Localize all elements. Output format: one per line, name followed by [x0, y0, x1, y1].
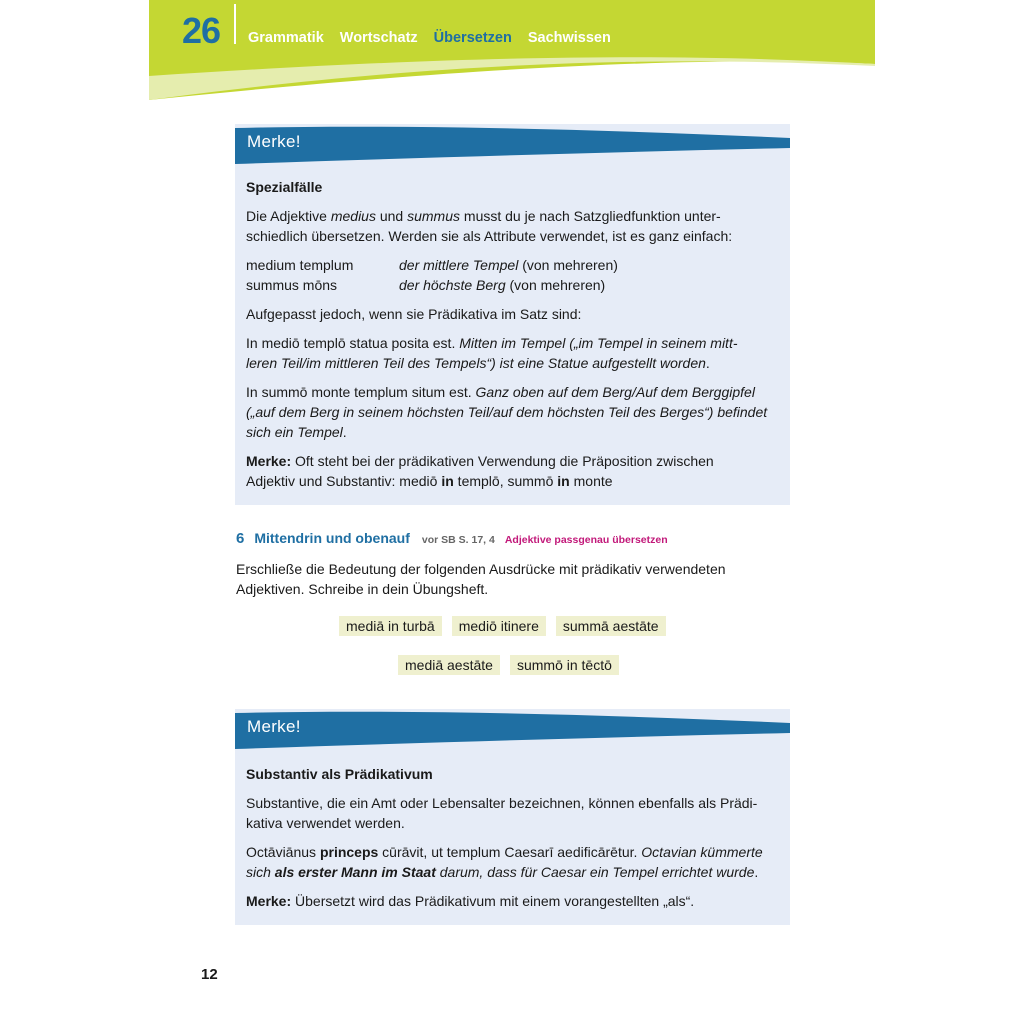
merke-intro: Die Adjektive medius und summus musst du je nach Satzgliedfunktion unter- schiedlich übersetzen. Werden sie als Attribute verwendet, ist es ganz einfach: [246, 208, 733, 244]
merke-body [246, 177, 780, 500]
latin-phrase: medium templum [246, 257, 354, 273]
nav-grammatik[interactable]: Grammatik [248, 30, 324, 46]
nav-sachwissen[interactable]: Sachwissen [527, 30, 611, 46]
merke-title: Merke! [247, 132, 301, 151]
chip-row [339, 616, 666, 636]
exercise-goal: Adjektive passgenau übersetzen [504, 534, 668, 546]
latin-phrase: summus mōns [246, 277, 338, 293]
exercise-title: Mittendrin und obenauf [254, 530, 410, 546]
merke-title-bar [235, 709, 790, 749]
merke-note: Merke: Übersetzt wird das Prädikativum mit einem vorangestellten „als“. [246, 893, 695, 909]
merke-note: Merke: Oft steht bei der prädikativen Verwendung die Präposition zwischen Adjektiv und Substantiv: mediō in templō, summō in monte [246, 453, 714, 489]
merke-title: Merke! [247, 717, 301, 736]
nav-wortschatz[interactable]: Wortschatz [339, 30, 418, 46]
merke-box-substantiv [235, 709, 790, 925]
warning-text: Aufgepasst jedoch, wenn sie Prädikativa im Satz sind: [246, 306, 582, 322]
merke-body [246, 764, 780, 920]
unit-number: 26 [182, 10, 221, 51]
header-band [149, 0, 875, 102]
german-translation: der mittlere Tempel (von mehreren) [399, 257, 618, 273]
expression-chip: mediā aestāte [398, 655, 500, 675]
example-sentence: In summō monte templum situm est. Ganz oben auf dem Berg/Auf dem Berggipfel („auf dem Berg in seinem höchsten Teil/auf dem höchsten Teil des Berges“) befindet sich ein Tempel. [246, 384, 768, 440]
merke-heading: Substantiv als Prädikativum [246, 766, 433, 782]
exercise-instruction: Erschließe die Bedeutung der folgenden Ausdrücke mit prädikativ verwendeten Adjektiven. Schreibe in dein Übungsheft. [236, 561, 726, 597]
exercise-reference: vor SB S. 17, 4 [421, 534, 495, 546]
merke-title-shape [235, 709, 790, 749]
expression-chip: mediō itinere [452, 616, 546, 636]
example-pair [246, 275, 780, 295]
merke-text: Substantive, die ein Amt oder Lebensalter bezeichnen, können ebenfalls als Prädi- kativa verwendet werden. [246, 795, 758, 831]
section-nav [248, 30, 611, 46]
nav-uebersetzen[interactable]: Übersetzen [433, 30, 512, 46]
merke-heading: Spezialfälle [246, 179, 323, 195]
page-number: 12 [201, 966, 218, 983]
header-band-shape [149, 0, 875, 102]
merke-box-spezialfaelle [235, 124, 790, 505]
example-pair [246, 255, 780, 275]
exercise-header [236, 530, 668, 547]
merke-title-shape [235, 124, 790, 164]
german-translation: der höchste Berg (von mehreren) [399, 277, 606, 293]
chip-row [398, 655, 619, 675]
expression-chip: summā aestāte [556, 616, 666, 636]
expression-chip: mediā in turbā [339, 616, 442, 636]
example-sentence: Octāviānus princeps cūrāvit, ut templum Caesarī aedificārētur. Octavian kümmerte sich als erster Mann im Staat darum, dass für Caesar ein Tempel errichtet wurde. [246, 844, 763, 880]
example-pairs [246, 255, 780, 295]
example-sentence: In mediō templō statua posita est. Mitten im Tempel („im Tempel in seinem mitt- leren Teil/im mittleren Teil des Tempels“) ist eine Statue aufgestellt worden. [246, 335, 738, 371]
header-divider [234, 4, 236, 44]
expression-chip: summō in tēctō [510, 655, 619, 675]
exercise-number: 6 [236, 530, 245, 547]
merke-title-bar [235, 124, 790, 164]
